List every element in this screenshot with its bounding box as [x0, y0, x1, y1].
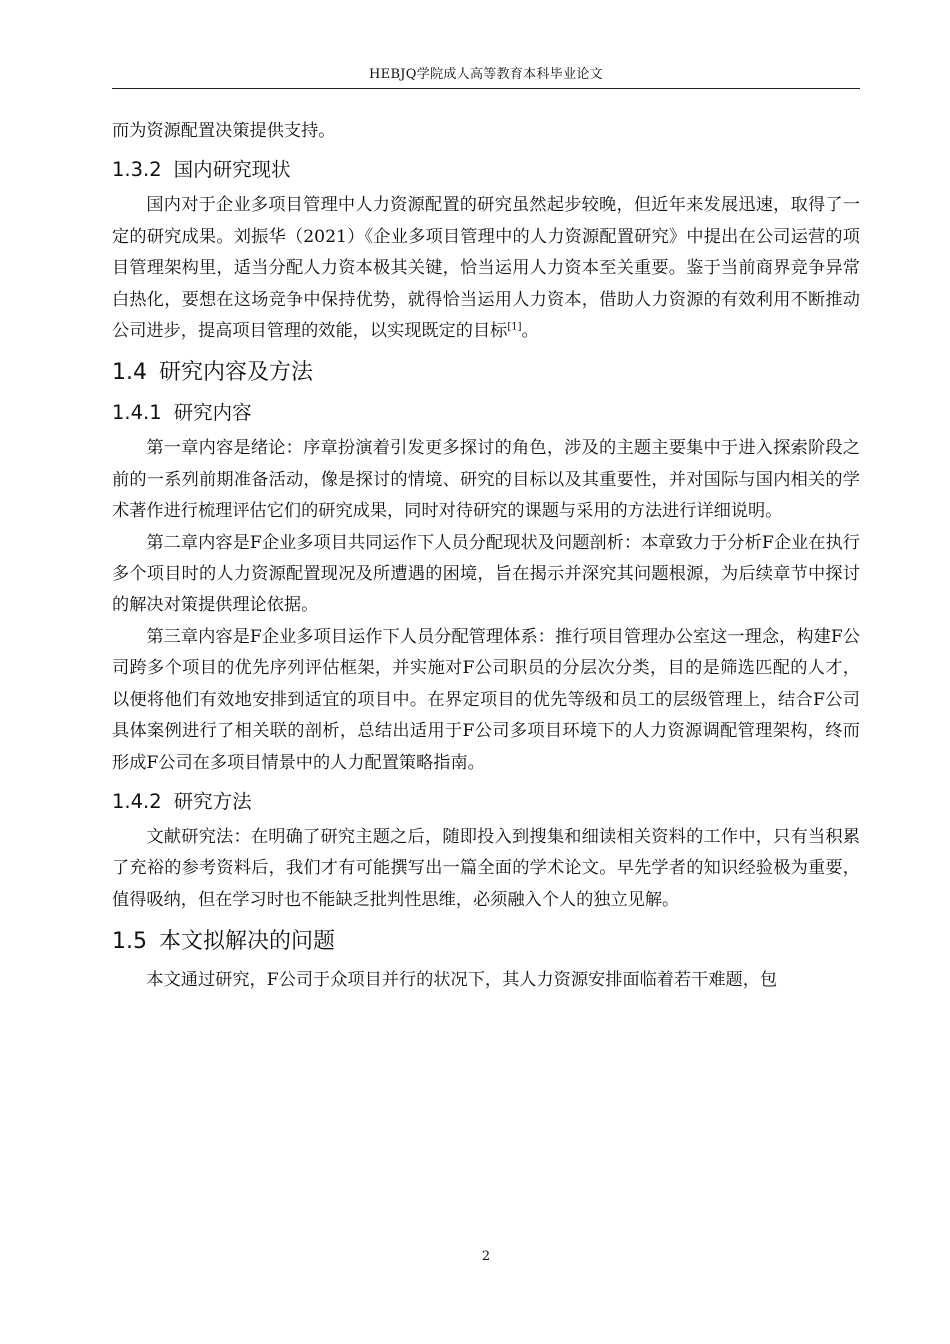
paragraph-end: 。 — [521, 321, 539, 342]
problems-paragraph: 本文通过研究，F公司于众项目并行的状况下，其人力资源安排面临着若干难题，包 — [146, 970, 778, 991]
section-heading-1-4-1 — [112, 398, 860, 428]
running-header: HEBJQ学院成人高等教育本科毕业论文 — [369, 67, 603, 82]
literature-method-paragraph: 文献研究法：在明确了研究主题之后，随即投入到搜集和细读相关资料的工作中，只有当积累了充裕的参考资料后，我们才有可能撰写出一篇全面的学术论文。早先学者的知识经验极为重要，值得吸纳，但在学习时也不能缺乏批判性思维，必须融入个人的独立见解。 — [112, 826, 860, 910]
paragraph-text: 国内对于企业多项目管理中人力资源配置的研究虽然起步较晚，但近年来发展迅速，取得了一定的研究成果。刘振华（2021）《企业多项目管理中的人力资源配置研究》中提出在公司运营的项目管理架构里，适当分配人力资本极其关键，恰当运用人力资本至关重要。鉴于当前商界竞争异常白热化，要想在这场竞争中保持优势，就得恰当运用人力资本，借助人力资源的有效利用不断推动公司进步，提高项目管理的效能，以实现既定的目标 — [112, 195, 860, 342]
intro-tail-paragraph: 而为资源配置决策提供支持。 — [112, 121, 336, 141]
document-page — [112, 0, 860, 1344]
section-title: 国内研究现状 — [173, 158, 291, 182]
section-number: 1.4.1 — [112, 401, 162, 425]
section-heading-1-5 — [112, 925, 860, 959]
section-heading-1-3-2 — [112, 155, 860, 185]
section-title: 本文拟解决的问题 — [159, 929, 336, 955]
page-number: 2 — [481, 1249, 491, 1264]
domestic-research-paragraph — [112, 190, 860, 347]
chapter-two-paragraph: 第二章内容是F企业多项目共同运作下人员分配现状及问题剖析：本章致力于分析F企业在执行多个项目时的人力资源配置现况及所遭遇的困境，旨在揭示并深究其问题根源，为后续章节中探讨的解决对策提供理论依据。 — [112, 532, 860, 616]
section-heading-1-4-2 — [112, 787, 860, 817]
section-title: 研究方法 — [173, 789, 252, 813]
section-number: 1.5 — [112, 929, 147, 955]
section-title: 研究内容及方法 — [159, 360, 314, 386]
section-number: 1.3.2 — [112, 158, 162, 182]
header-rule — [112, 88, 860, 89]
citation-marker: [1] — [507, 321, 522, 333]
section-number: 1.4.2 — [112, 789, 162, 813]
section-title: 研究内容 — [173, 401, 252, 425]
chapter-one-paragraph: 第一章内容是绪论：序章扮演着引发更多探讨的角色，涉及的主题主要集中于进入探索阶段之前的一系列前期准备活动，像是探讨的情境、研究的目标以及其重要性，并对国际与国内相关的学术著作进行梳理评估它们的研究成果，同时对待研究的课题与采用的方法进行详细说明。 — [112, 438, 860, 522]
chapter-three-paragraph: 第三章内容是F企业多项目运作下人员分配管理体系：推行项目管理办公室这一理念，构建F公司跨多个项目的优先序列评估框架，并实施对F公司职员的分层次分类，目的是筛选匹配的人才，以便将他们有效地安排到适宜的项目中。在界定项目的优先等级和员工的层级管理上，结合F公司具体案例进行了相关联的剖析，总结出适用于F公司多项目环境下的人力资源调配管理架构，终而形成F公司在多项目情景中的人力配置策略指南。 — [112, 626, 860, 773]
section-number: 1.4 — [112, 360, 147, 386]
section-heading-1-4 — [112, 356, 860, 390]
body-content — [112, 116, 860, 997]
